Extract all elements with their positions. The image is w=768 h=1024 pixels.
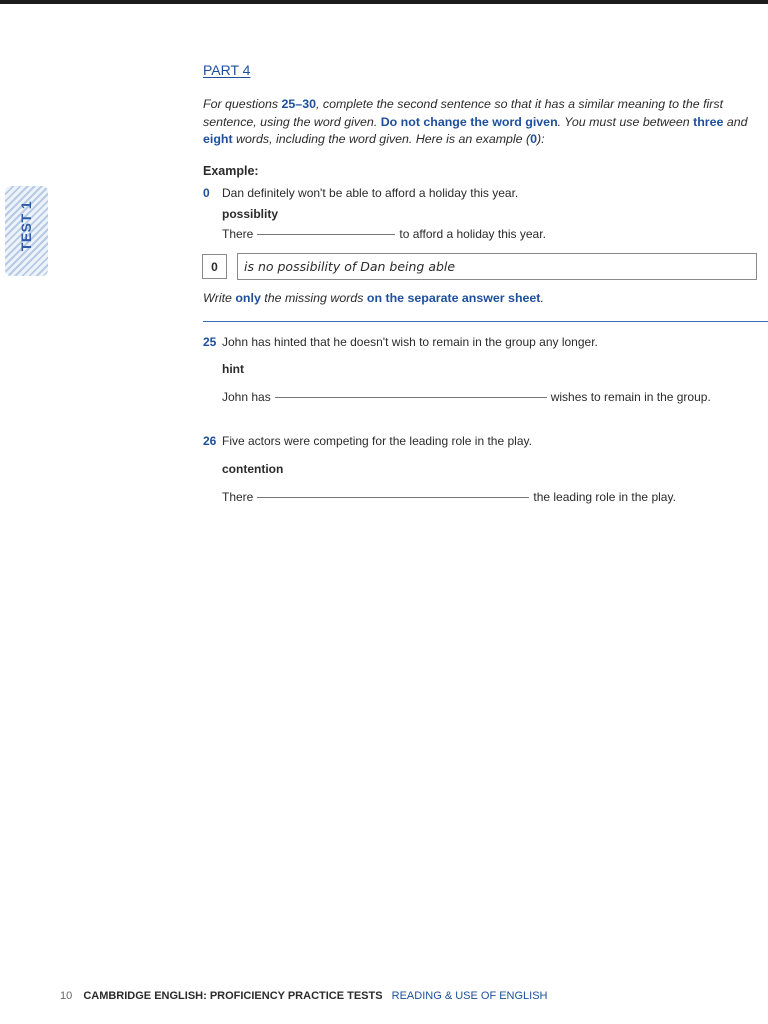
- max-words: eight: [203, 132, 233, 146]
- part-title: PART 4: [203, 62, 251, 78]
- instructions-text: words, including the word given. Here is an example (: [232, 132, 531, 146]
- example-keyword: possiblity: [222, 207, 279, 221]
- instructions-text: , complete the second sentence so that it has a similar meaning to the first sentence, using the word given.: [203, 97, 724, 129]
- question-26-start-text: There: [222, 490, 254, 504]
- section-title: READING & USE OF ENGLISH: [391, 990, 548, 1002]
- page-footer: [60, 990, 548, 1002]
- instructions-text: . You must use between: [557, 114, 694, 129]
- write-note-text: the missing words: [260, 291, 367, 305]
- example-answer-line: [257, 234, 395, 235]
- question-26-answer-line[interactable]: [257, 497, 529, 498]
- section-divider: [203, 321, 768, 322]
- write-note: [203, 291, 544, 305]
- example-answer-number-box: 0: [202, 254, 227, 279]
- question-25-end-text: wishes to remain in the group.: [550, 390, 711, 404]
- write-note-only: only: [235, 291, 261, 305]
- question-25-keyword: hint: [222, 362, 244, 376]
- question-25-start-text: John has: [222, 390, 271, 404]
- question-range: 25–30: [281, 97, 316, 111]
- write-note-sheet: the separate answer sheet: [382, 291, 541, 305]
- test-side-tab: [5, 186, 48, 276]
- example-number-ref: 0: [530, 132, 538, 146]
- example-sentence: Dan definitely won't be able to afford a holiday this year.: [222, 186, 519, 200]
- question-26-gap-sentence: [222, 490, 676, 504]
- question-26-keyword: contention: [222, 462, 284, 476]
- question-25-answer-line[interactable]: [275, 397, 547, 398]
- question-25-number: 25: [203, 335, 217, 349]
- question-26-end-text: the leading role in the play.: [533, 490, 676, 504]
- write-note-text: Write: [203, 291, 236, 305]
- top-edge-bar: [0, 0, 768, 4]
- instructions-text: For questions: [203, 97, 282, 111]
- book-title: CAMBRIDGE ENGLISH: PROFICIENCY PRACTICE TESTS: [83, 990, 383, 1002]
- question-26-sentence: Five actors were competing for the leading role in the play.: [222, 434, 532, 448]
- page-number: 10: [60, 990, 73, 1002]
- example-number: 0: [203, 186, 210, 200]
- example-gap-sentence: [222, 227, 546, 241]
- warning-text: Do not change the word given: [380, 114, 558, 129]
- min-words: three: [693, 114, 724, 129]
- instructions-text: ):: [537, 132, 545, 146]
- example-answer-box: is no possibility of Dan being able: [237, 253, 757, 280]
- example-start-text: There: [222, 227, 254, 241]
- instructions-text: and: [723, 114, 748, 129]
- write-note-text: .: [540, 291, 544, 305]
- write-note-on: on: [366, 291, 383, 305]
- question-26-number: 26: [203, 434, 217, 448]
- question-25-sentence: John has hinted that he doesn't wish to remain in the group any longer.: [222, 335, 598, 349]
- question-25-gap-sentence: [222, 390, 711, 404]
- example-end-text: to afford a holiday this year.: [399, 227, 546, 241]
- example-heading: Example:: [203, 164, 259, 178]
- test-side-tab-label: TEST 1: [18, 200, 34, 252]
- instructions: [203, 96, 765, 149]
